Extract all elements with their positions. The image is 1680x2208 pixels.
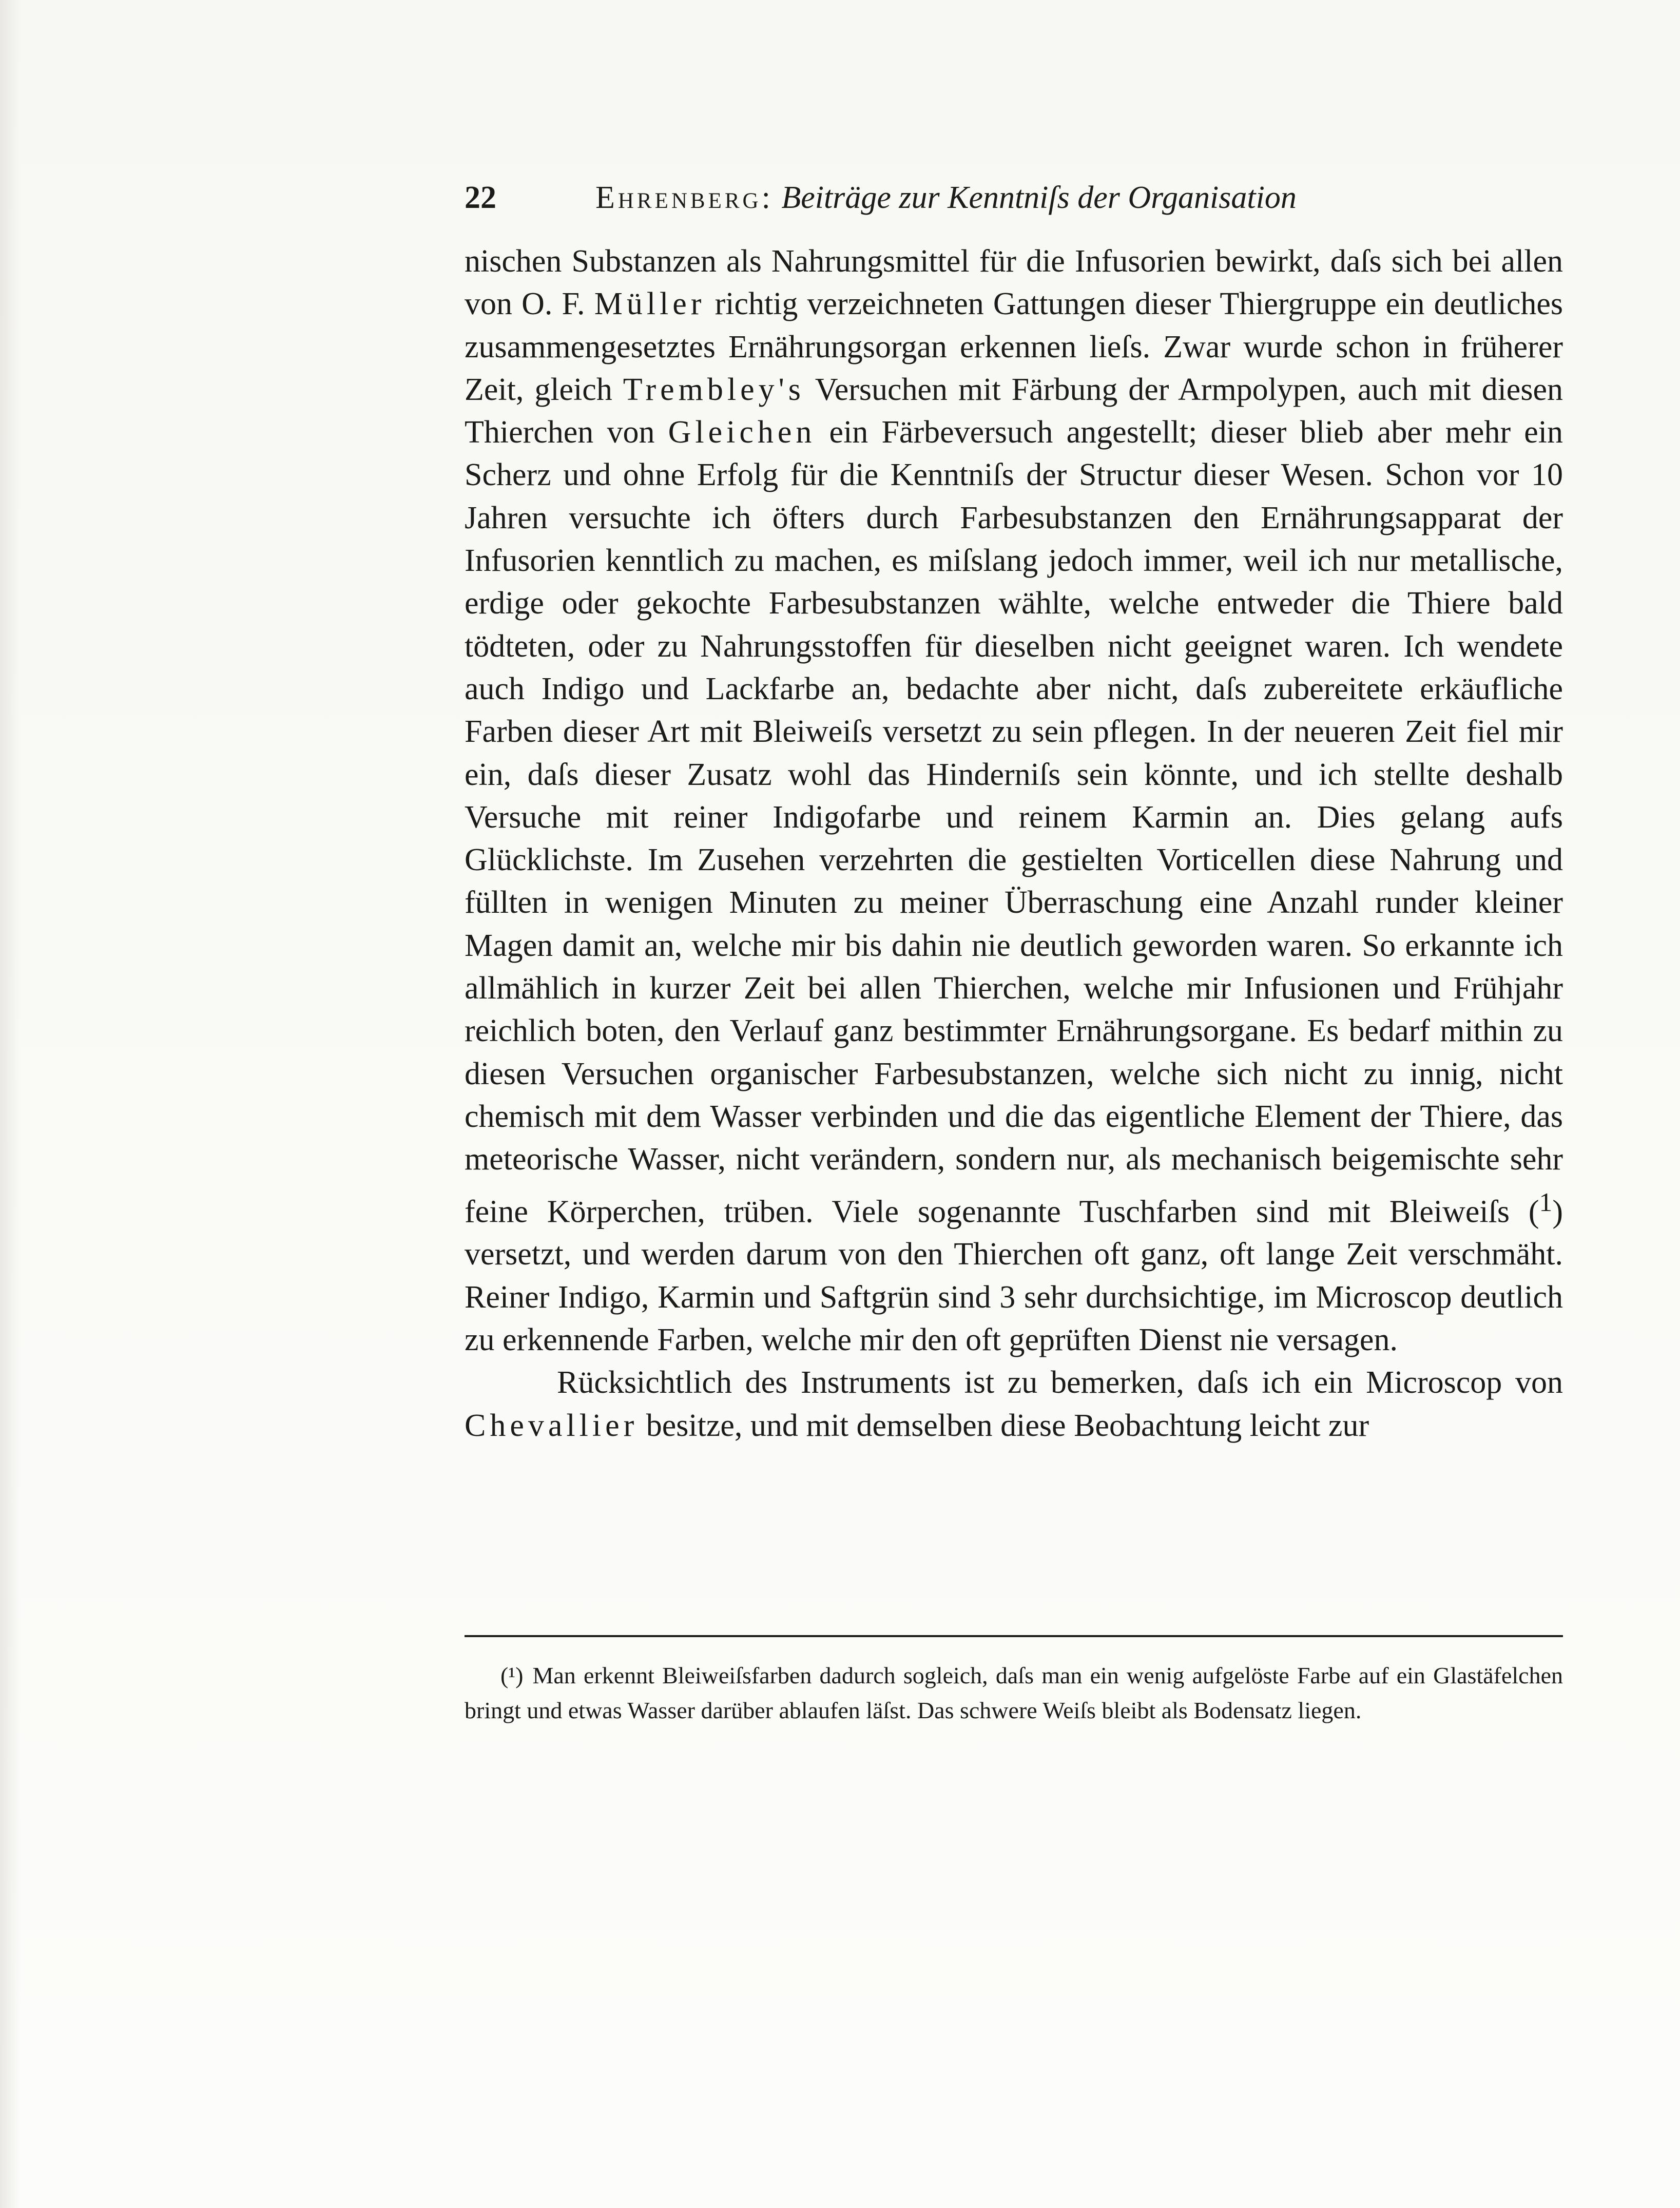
running-header xyxy=(465,175,1568,221)
spaced-name-muller: Müller xyxy=(594,286,706,322)
page-number: 22 xyxy=(465,180,496,215)
footnote-divider xyxy=(465,1635,1563,1637)
text-run: Rücksichtlich des Instruments ist zu bemerken, daſs ich ein Microscop von xyxy=(557,1365,1563,1400)
paragraph-1 xyxy=(465,240,1563,1361)
paragraph-2 xyxy=(465,1361,1563,1447)
footnote-paragraph xyxy=(465,1658,1563,1728)
text-run: nischen Substanzen als Nahrungsmittel für die Infusorien bewirkt, daſs sich bei allen von O. F. xyxy=(465,244,1563,322)
spaced-name-chevallier: Chevallier xyxy=(465,1408,639,1443)
running-title-author: Ehrenberg: xyxy=(595,180,774,215)
footnote xyxy=(465,1658,1563,1728)
running-title-text: Beiträge zur Kenntniſs der Organisation xyxy=(781,180,1297,215)
text-run: ein Färbeversuch angestellt; dieser blieb aber mehr ein Scherz und ohne Erfolg für die Kenntniſs der Structur dieser Wesen. Schon vor 10 Jahren versuchte ich öfters durch Farbesubstanzen den Ernährungsapparat der Infusorien kenntlich zu machen, es miſslang jedoch immer, weil ich nur metallische, erdige oder gekochte Farbesubstanzen wählte, welche entweder die Thiere bald tödteten, oder zu Nahrungsstoffen für dieselben nicht geeignet waren. Ich wendete auch Indigo und Lackfarbe an, bedachte aber nicht, daſs zubereitete erkäufliche Farben dieser Art mit Bleiweiſs versetzt zu sein pflegen. In der neueren Zeit fiel mir ein, daſs dieser Zusatz wohl das Hinderniſs sein könnte, und ich stellte deshalb Versuche mit reiner Indigofarbe und reinem Karmin an. Dies gelang aufs Glücklichste. Im Zusehen verzehrten die gestielten Vorticellen diese Nahrung und füllten in wenigen Minuten zu meiner Überraschung eine Anzahl runder kleiner Magen damit an, welche mir bis dahin nie deutlich geworden waren. So erkannte ich allmählich in kurzer Zeit bei allen Thierchen, welche mir Infusionen und Frühjahr reichlich boten, den Verlauf ganz bestimmter Ernährungsorgane. Es bedarf mithin zu diesen Versuchen organischer Farbesubstanzen, welche sich nicht zu innig, nicht chemisch mit dem Wasser verbinden und die das eigentliche Element der Thiere, das meteorische Wasser, nicht verändern, sondern nur, als mechanisch beigemischte sehr feine Körperchen, trüben. Viele sogenannte Tuschfarben sind mit Bleiweiſs ( xyxy=(465,415,1563,1230)
footnote-text: Man erkennt Bleiweiſsfarben dadurch sogleich, daſs man ein wenig aufgelöste Farbe auf ein Glastäfelchen bringt und etwas Wasser darüber ablaufen läſst. Das schwere Weiſs bleibt als Bodensatz liegen. xyxy=(465,1662,1563,1723)
spaced-name-trembley: Trembley's xyxy=(623,372,805,407)
text-run: ) versetzt, und werden darum von den Thierchen oft ganz, oft lange Zeit verschmäht. Reiner Indigo, Karmin und Saftgrün sind 3 sehr durchsichtige, im Microscop deutlich zu erkennende Farben, welche mir den oft geprüften Dienst nie versagen. xyxy=(465,1194,1563,1358)
running-title xyxy=(595,175,1297,221)
text-run: richtig verzeichneten Gattungen dieser Thiergruppe ein deutliches zusammengesetztes Ernährungsorgan erkennen lieſs. Zwar wurde schon in früherer Zeit, gleich xyxy=(465,286,1563,407)
main-text xyxy=(465,240,1563,1447)
text-run: Versuchen mit Färbung der Armpolypen, auch mit diesen Thierchen von xyxy=(465,372,1563,450)
spaced-name-gleichen: Gleichen xyxy=(668,415,816,450)
text-run: besitze, und mit demselben diese Beobachtung leicht zur xyxy=(638,1408,1369,1443)
page-gutter-shadow xyxy=(0,0,21,2208)
footnote-mark: (¹) xyxy=(500,1662,524,1688)
footnote-reference: 1 xyxy=(1539,1187,1553,1217)
